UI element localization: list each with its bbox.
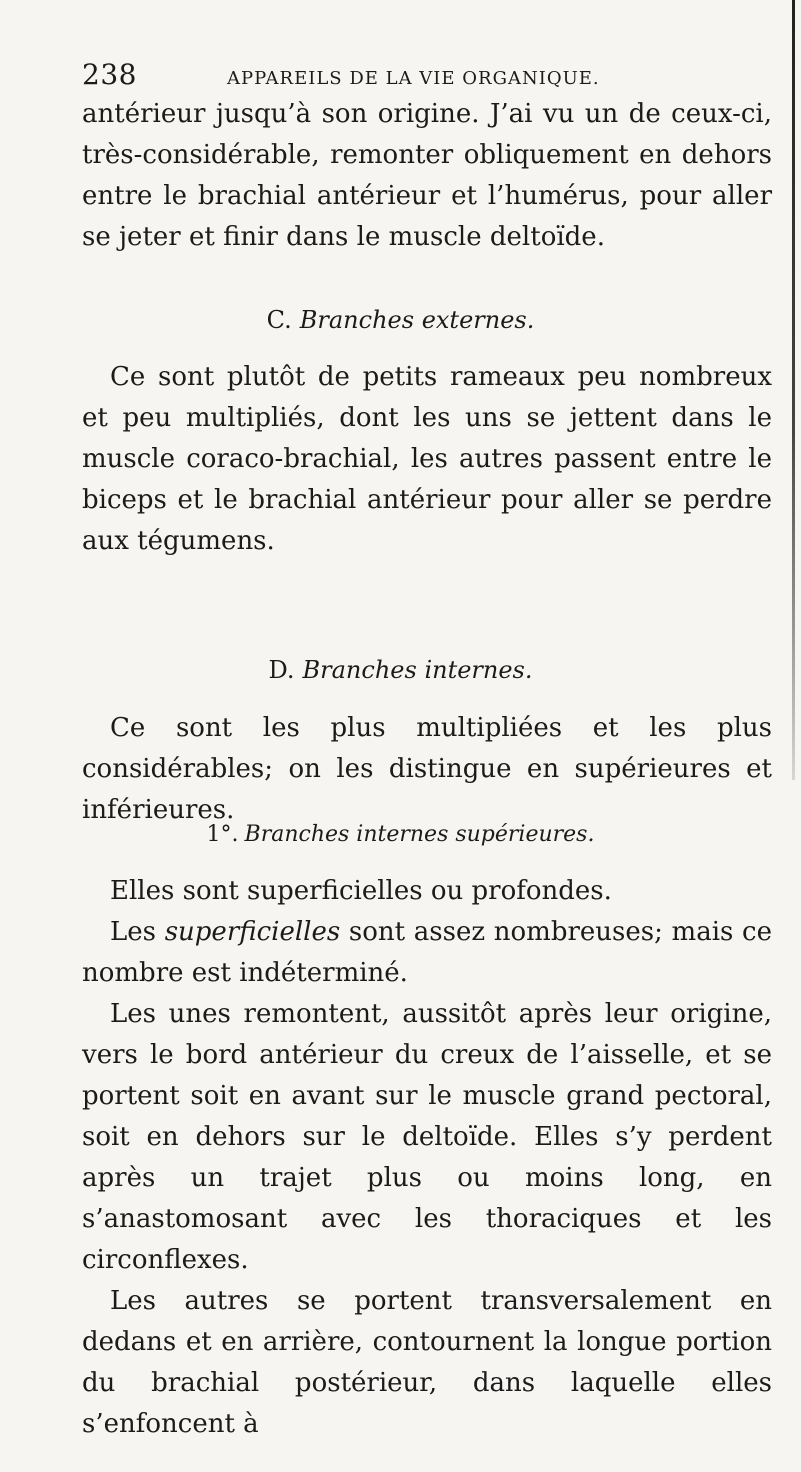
paragraph-5-italic: superficielles <box>164 917 341 947</box>
paragraph-1-text: antérieur jusqu’à son origine. J’ai vu un de ceux-ci, très-considérable, remonter obliquement en dehors entre le brachial antérieur et l’humérus, pour aller se jeter et finir dans le muscle deltoïde. <box>82 99 772 252</box>
paragraph-3 <box>82 708 772 831</box>
section-d-letter: D. <box>268 656 295 684</box>
page-header <box>82 58 752 91</box>
section-c-letter: C. <box>266 306 292 334</box>
paragraph-2-text: Ce sont plutôt de petits rameaux peu nombreux et peu multipliés, dont les uns se jettent dans le muscle coraco-brachial, les autres passent entre le biceps et le brachial antérieur pour aller se perdre aux tégumens. <box>82 362 772 556</box>
page-number: 238 <box>82 58 137 91</box>
section-c-title: Branches externes. <box>299 306 535 334</box>
paragraph-7-text: Les autres se portent transversalement en dedans et en arrière, contournent la longue portion du brachial postérieur, dans laquelle elles s’enfoncent à <box>82 1286 772 1439</box>
paragraph-1 <box>82 94 772 258</box>
paragraph-3-text: Ce sont les plus multipliées et les plus considérables; on les distingue en supérieures et inférieures. <box>82 713 772 825</box>
subsection-number: 1°. <box>206 822 239 847</box>
section-c-heading <box>0 306 801 334</box>
paragraph-4-text: Elles sont superficielles ou profondes. <box>110 876 612 906</box>
subsection-heading <box>0 822 801 847</box>
subsection-title: Branches internes supérieures. <box>244 822 595 847</box>
paragraph-block <box>82 871 772 1445</box>
paragraph-6-text: Les unes remontent, aussitôt après leur origine, vers le bord antérieur du creux de l’aisselle, et se portent soit en avant sur le muscle grand pectoral, soit en dehors sur le deltoïde. Elles s’y perdent après un trajet plus ou moins long, en s’anastomosant avec les thoraciques et les circonflexes. <box>82 999 772 1275</box>
section-d-heading <box>0 656 801 684</box>
section-d-title: Branches internes. <box>302 656 533 684</box>
paragraph-2 <box>82 357 772 562</box>
paragraph-5-rest: sont assez nombreuses; mais ce nombre est indéterminé. <box>82 917 773 988</box>
paragraph-5-prefix: Les <box>110 917 165 947</box>
running-title: APPAREILS DE LA VIE ORGANIQUE. <box>226 68 600 89</box>
paragraph-5 <box>82 912 772 994</box>
